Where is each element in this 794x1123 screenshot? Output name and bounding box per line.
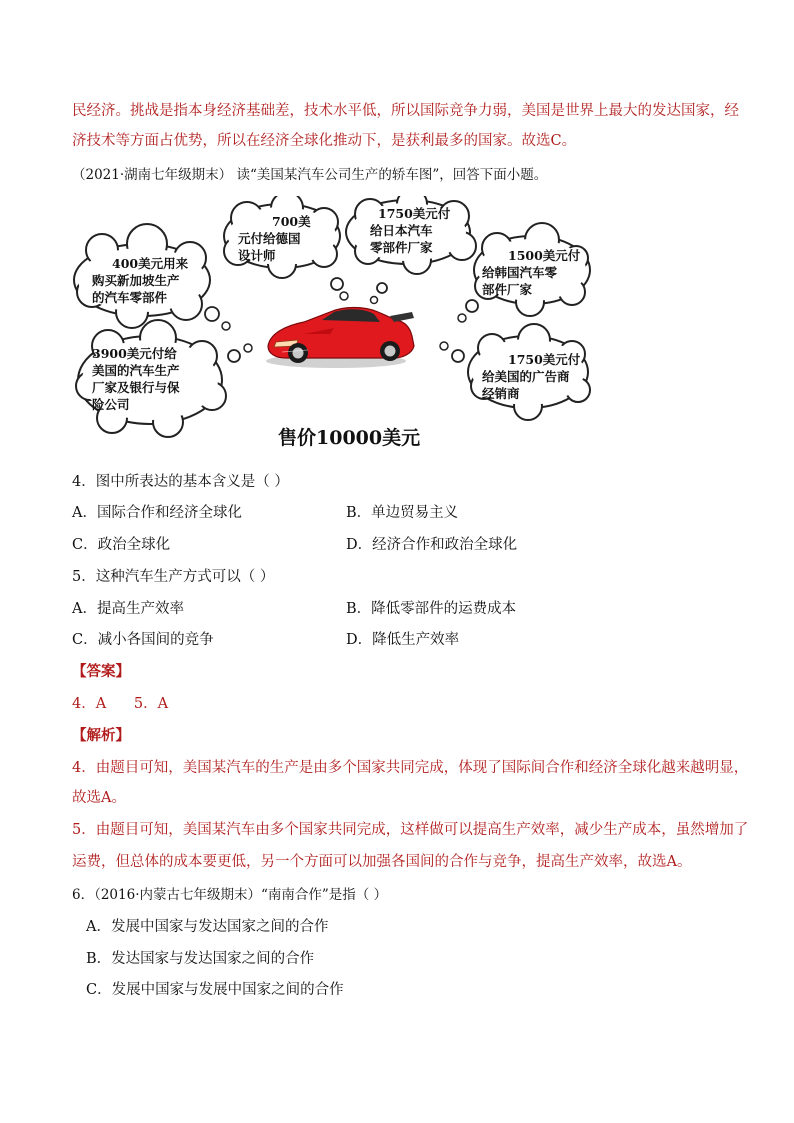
q4-option-c: C．政治全球化 bbox=[72, 537, 171, 553]
q6-option-b: B．发达国家与发达国家之间的合作 bbox=[86, 951, 315, 967]
question-stem: （2021·湖南七年级期末） 读“美国某汽车公司生产的轿车图”，回答下面小题。 bbox=[72, 167, 548, 183]
q6-option-a: A．发展中国家与发达国家之间的合作 bbox=[86, 919, 329, 935]
intro-line-2: 济技术等方面占优势，所以在经济全球化推动下，是获利最多的国家。故选C。 bbox=[72, 133, 577, 149]
bubble-text: 3900美元付给 美国的汽车生产 厂家及银行与保 险公司 bbox=[92, 346, 180, 412]
q4-stem: 4．图中所表达的基本含义是（ ） bbox=[72, 474, 289, 490]
thought-bubble-germany bbox=[224, 196, 348, 300]
bubble-text: 1500美元付 给韩国汽车零 部件厂家 bbox=[482, 248, 581, 297]
bubble-text: 400美元用来 购买新加坡生产 的汽车零部件 bbox=[92, 256, 189, 305]
q5-option-d: D．降低生产效率 bbox=[346, 632, 460, 648]
bubble-text: 1750美元付 给日本汽车 零部件厂家 bbox=[370, 206, 451, 255]
thought-bubble-singapore bbox=[74, 224, 230, 330]
analysis-q5-line-2: 运费，但总体的成本要更低，另一个方面可以加强各国间的合作与竞争，提高生产效率，故选A。 bbox=[72, 854, 692, 870]
q5-stem: 5．这种汽车生产方式可以（ ） bbox=[72, 569, 275, 585]
thought-bubble-japan bbox=[346, 196, 476, 304]
q4-option-b: B．单边贸易主义 bbox=[346, 505, 459, 521]
q4-option-a: A．国际合作和经济全球化 bbox=[72, 505, 242, 521]
answers: 4．A 5．A bbox=[72, 696, 169, 712]
q6-option-c: C．发展中国家与发展中国家之间的合作 bbox=[86, 982, 344, 998]
analysis-q4-line-1: 4．由题目可知，美国某汽车的生产是由多个国家共同完成，体现了国际间合作和经济全球化越来越明显， bbox=[72, 760, 749, 776]
thought-bubble-korea bbox=[458, 223, 590, 322]
red-sports-car-image bbox=[266, 308, 414, 369]
analysis-q5-line-1: 5．由题目可知，美国某汽车由多个国家共同完成，这样做可以提高生产效率，减少生产成本，虽然增加了 bbox=[72, 822, 749, 838]
q6-stem: 6．（2016·内蒙古七年级期末）“南南合作”是指（ ） bbox=[72, 887, 388, 903]
thought-bubble-usa-advertiser bbox=[440, 324, 590, 420]
price-label: 售价10000美元 bbox=[278, 427, 421, 449]
q4-option-d: D．经济合作和政治全球化 bbox=[346, 537, 518, 553]
intro-line-1: 民经济。挑战是指本身经济基础差，技术水平低，所以国际竞争力弱，美国是世界上最大的发达国家，经 bbox=[72, 103, 739, 119]
analysis-q4-line-2: 故选A。 bbox=[72, 790, 126, 806]
bubble-text: 700美 元付给德国 设计师 bbox=[238, 214, 311, 263]
analysis-label: 【解析】 bbox=[72, 727, 130, 744]
car-production-figure bbox=[72, 196, 592, 458]
q5-option-b: B．降低零部件的运费成本 bbox=[346, 601, 517, 617]
q5-option-c: C．减小各国间的竞争 bbox=[72, 632, 214, 648]
answer-label: 【答案】 bbox=[72, 663, 130, 680]
bubble-text: 1750美元付 给美国的广告商 经销商 bbox=[482, 352, 581, 401]
q5-option-a: A．提高生产效率 bbox=[72, 601, 184, 617]
thought-bubble-usa-maker bbox=[76, 320, 252, 437]
